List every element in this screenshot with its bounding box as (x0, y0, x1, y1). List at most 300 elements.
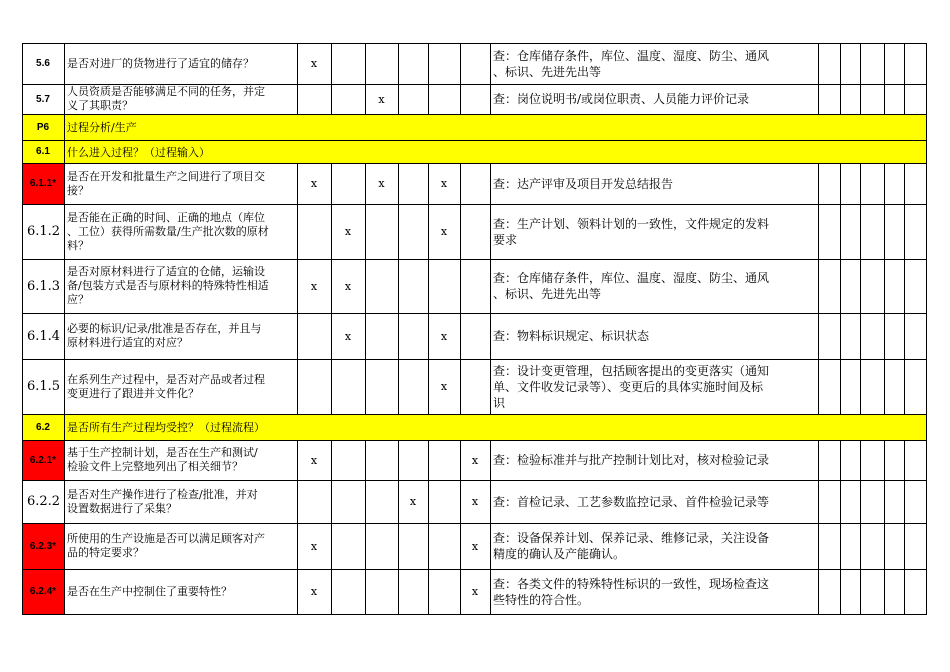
blank-cell[interactable] (818, 204, 840, 259)
grid-vline (398, 163, 399, 205)
blank-cell[interactable] (904, 204, 926, 259)
grid-hline (22, 114, 927, 115)
blank-cell[interactable] (884, 43, 904, 84)
blank-cell[interactable] (884, 359, 904, 414)
grid-vline (860, 569, 861, 615)
rating-mark-c3[interactable] (365, 43, 398, 84)
question-line: 是否在开发和批量生产之间进行了项目交 (67, 169, 265, 183)
grid-vline (860, 204, 861, 260)
blank-cell[interactable] (840, 440, 860, 480)
blank-cell[interactable] (840, 359, 860, 414)
grid-vline (840, 359, 841, 415)
grid-vline (884, 163, 885, 205)
rating-mark-c6[interactable] (460, 313, 490, 359)
blank-cell[interactable] (860, 204, 884, 259)
rating-mark-c6[interactable]: x (471, 495, 479, 508)
question-line: 必要的标识/记录/批准是否存在，并且与 (67, 322, 262, 335)
blank-cell[interactable] (860, 313, 884, 359)
rating-mark-c2[interactable] (331, 569, 365, 614)
grid-vline (884, 440, 885, 481)
note-line: 些特性的符合性。 (493, 592, 590, 607)
grid-vline (331, 359, 332, 415)
question-line: 是否在生产中控制住了重要特性？ (67, 584, 232, 598)
rating-mark-c4[interactable] (398, 84, 428, 114)
grid-vline (926, 523, 927, 570)
question-lines (67, 532, 265, 560)
blank-cell[interactable] (818, 84, 840, 114)
grid-vline (840, 163, 841, 205)
question-text (64, 43, 297, 84)
grid-vline (365, 204, 366, 260)
rating-mark-c3[interactable] (365, 480, 398, 523)
item-number: 5.7 (36, 93, 50, 105)
note-line: 查：生产计划、领料计划的一致性，文件规定的发料 (493, 216, 770, 231)
grid-vline (64, 359, 65, 415)
blank-cell[interactable] (884, 313, 904, 359)
grid-vline (840, 480, 841, 524)
item-number: 6.2.2 (27, 494, 61, 509)
grid-vline (297, 259, 298, 314)
grid-vline (64, 523, 65, 570)
check-note (490, 359, 818, 414)
blank-cell[interactable] (904, 523, 926, 569)
grid-vline (860, 84, 861, 115)
blank-cell[interactable] (884, 204, 904, 259)
rating-mark-c3[interactable] (365, 204, 398, 259)
grid-vline (64, 163, 65, 205)
rating-mark-c4[interactable] (398, 359, 428, 414)
rating-mark-c1[interactable]: x (310, 539, 318, 553)
blank-cell[interactable] (840, 204, 860, 259)
blank-cell[interactable] (884, 440, 904, 480)
rating-mark-c6[interactable]: x (471, 585, 479, 598)
rating-mark-c6[interactable] (460, 43, 490, 84)
grid-vline (331, 163, 332, 205)
note-line: 查：岗位说明书/或岗位职责、人员能力评价记录 (493, 92, 750, 106)
grid-vline (860, 259, 861, 314)
blank-cell[interactable] (818, 359, 840, 414)
blank-cell[interactable] (860, 259, 884, 313)
grid-vline (490, 163, 491, 205)
blank-cell[interactable] (818, 480, 840, 523)
grid-vline (331, 259, 332, 314)
note-lines (493, 48, 769, 80)
rating-mark-c4[interactable] (398, 569, 428, 614)
grid-vline (428, 359, 429, 415)
question-text (64, 163, 297, 204)
rating-mark-c1[interactable]: x (310, 585, 318, 598)
rating-mark-c1[interactable] (297, 313, 331, 359)
grid-vline (331, 43, 332, 85)
grid-vline (860, 523, 861, 570)
blank-cell[interactable] (904, 313, 926, 359)
rating-mark-c4[interactable] (398, 440, 428, 480)
grid-vline (884, 523, 885, 570)
rating-mark-c3[interactable]: x (378, 177, 385, 190)
grid-vline (365, 43, 366, 85)
grid-vline (365, 440, 366, 481)
grid-vline (818, 163, 819, 205)
grid-hline (22, 259, 927, 260)
rating-mark-c6[interactable] (460, 359, 490, 414)
grid-vline (860, 163, 861, 205)
grid-vline (904, 259, 905, 314)
grid-vline (818, 569, 819, 615)
grid-vline (297, 523, 298, 570)
item-number: 6.1.3 (27, 278, 61, 294)
rating-mark-c2[interactable] (331, 480, 365, 523)
grid-vline (490, 523, 491, 570)
note-lines (493, 452, 769, 468)
grid-hline (22, 523, 927, 524)
grid-vline (297, 569, 298, 615)
grid-vline (64, 569, 65, 615)
blank-cell[interactable] (840, 480, 860, 523)
blank-cell[interactable] (904, 259, 926, 313)
grid-vline (331, 440, 332, 481)
grid-vline (926, 414, 927, 441)
rating-mark-c2[interactable]: x (344, 329, 352, 343)
rating-mark-c4[interactable] (398, 313, 428, 359)
rating-mark-c5[interactable] (428, 480, 460, 523)
blank-cell[interactable] (884, 480, 904, 523)
rating-mark-c3[interactable] (365, 523, 398, 569)
rating-mark-c6[interactable]: x (471, 453, 479, 467)
rating-mark-c4[interactable] (398, 523, 428, 569)
note-line: 、标识、先进先出等 (493, 287, 602, 301)
grid-vline (365, 523, 366, 570)
grid-vline (490, 440, 491, 481)
rating-mark-c4[interactable] (398, 204, 428, 259)
note-lines (493, 494, 769, 510)
grid-vline (840, 440, 841, 481)
grid-vline (331, 204, 332, 260)
rating-mark-c3[interactable] (365, 313, 398, 359)
rating-mark-c6[interactable]: x (471, 539, 479, 553)
grid-vline (460, 523, 461, 570)
question-line: 检验文件上完整地列出了相关细节？ (67, 460, 243, 473)
blank-cell[interactable] (884, 523, 904, 569)
note-line: 查：达产评审及项目开发总结报告 (493, 176, 674, 191)
rating-mark-c4[interactable]: x (409, 495, 417, 508)
grid-vline (860, 359, 861, 415)
grid-vline (365, 480, 366, 524)
grid-vline (297, 84, 298, 115)
rating-mark-c6[interactable] (460, 204, 490, 259)
grid-vline (926, 359, 927, 415)
blank-cell[interactable] (904, 43, 926, 84)
grid-vline (840, 204, 841, 260)
question-line: 人员资质是否能够满足不同的任务，并定 (67, 85, 265, 98)
blank-cell[interactable] (904, 440, 926, 480)
blank-cell[interactable] (840, 569, 860, 614)
rating-mark-c1[interactable]: x (310, 453, 318, 467)
blank-cell[interactable] (884, 84, 904, 114)
note-line: 精度的确认及产能确认。 (493, 547, 626, 561)
grid-vline (428, 163, 429, 205)
rating-mark-c4[interactable] (398, 259, 428, 313)
rating-mark-c2[interactable] (331, 163, 365, 204)
rating-mark-c5[interactable] (428, 440, 460, 480)
grid-vline (64, 440, 65, 481)
question-line: 基于生产控制计划，是否在生产和测试/ (67, 446, 258, 459)
grid-vline (428, 569, 429, 615)
grid-vline (22, 569, 23, 615)
grid-vline (460, 84, 461, 115)
blank-cell[interactable] (818, 43, 840, 84)
blank-cell[interactable] (818, 569, 840, 614)
grid-vline (884, 313, 885, 360)
grid-vline (884, 43, 885, 85)
check-note (490, 313, 818, 359)
question-line: 是否对进厂的货物进行了适宜的储存？ (67, 56, 254, 70)
rating-mark-c5[interactable]: x (440, 329, 448, 343)
item-number: 6.2.4* (22, 569, 64, 614)
grid-vline (884, 204, 885, 260)
grid-vline (428, 480, 429, 524)
grid-vline (22, 43, 23, 85)
rating-mark-c1[interactable] (297, 84, 331, 114)
grid-vline (460, 313, 461, 360)
blank-cell[interactable] (860, 440, 884, 480)
check-note (490, 204, 818, 259)
question-lines (67, 373, 265, 401)
grid-vline (365, 569, 366, 615)
blank-cell[interactable] (840, 523, 860, 569)
grid-vline (331, 523, 332, 570)
rating-mark-c3[interactable] (365, 359, 398, 414)
rating-mark-c5[interactable] (428, 523, 460, 569)
blank-cell[interactable] (860, 359, 884, 414)
rating-mark-c5[interactable] (428, 259, 460, 313)
grid-vline (460, 204, 461, 260)
grid-vline (884, 480, 885, 524)
grid-vline (926, 84, 927, 115)
grid-vline (428, 43, 429, 85)
grid-vline (818, 523, 819, 570)
grid-vline (926, 114, 927, 141)
grid-vline (398, 43, 399, 85)
note-lines (493, 363, 769, 411)
rating-mark-c6[interactable] (460, 163, 490, 204)
note-line: 查：设计变更管理，包括顾客提出的变更落实（通知 (493, 363, 770, 378)
blank-cell[interactable] (904, 480, 926, 523)
rating-mark-c6[interactable] (460, 259, 490, 313)
blank-cell[interactable] (860, 163, 884, 204)
question-lines (67, 211, 269, 253)
grid-vline (22, 114, 23, 141)
grid-vline (22, 84, 23, 115)
grid-vline (926, 440, 927, 481)
grid-vline (926, 204, 927, 260)
grid-vline (904, 313, 905, 360)
blank-cell[interactable] (860, 480, 884, 523)
note-line: 查：各类文件的特殊特性标识的一致性，现场检查这 (493, 576, 770, 591)
grid-vline (398, 204, 399, 260)
grid-vline (331, 313, 332, 360)
note-line: 要求 (493, 232, 518, 247)
grid-vline (22, 359, 23, 415)
rating-mark-c4[interactable] (398, 163, 428, 204)
grid-vline (818, 43, 819, 85)
blank-cell[interactable] (860, 43, 884, 84)
rating-mark-c3[interactable] (365, 440, 398, 480)
grid-vline (331, 569, 332, 615)
grid-vline (460, 43, 461, 85)
blank-cell[interactable] (818, 523, 840, 569)
check-note (490, 523, 818, 569)
blank-cell[interactable] (818, 440, 840, 480)
grid-vline (904, 440, 905, 481)
rating-mark-c5[interactable]: x (440, 177, 448, 190)
grid-vline (22, 313, 23, 360)
blank-cell[interactable] (840, 84, 860, 114)
rating-mark-c3[interactable] (365, 569, 398, 614)
rating-mark-c5[interactable]: x (440, 225, 448, 238)
rating-mark-c3[interactable]: x (378, 92, 385, 106)
question-line: 原材料进行适宜的对应？ (67, 336, 188, 349)
blank-cell[interactable] (840, 313, 860, 359)
grid-vline (884, 84, 885, 115)
rating-mark-c3[interactable] (365, 259, 398, 313)
grid-vline (490, 569, 491, 615)
grid-vline (884, 569, 885, 615)
question-line: 是否对原材料进行了适宜的仓储，运输设 (67, 265, 265, 278)
rating-mark-c6[interactable] (460, 84, 490, 114)
rating-mark-c2[interactable] (331, 84, 365, 114)
grid-vline (297, 359, 298, 415)
rating-mark-c2[interactable] (331, 440, 365, 480)
grid-hline (22, 204, 927, 205)
grid-vline (22, 523, 23, 570)
grid-vline (460, 480, 461, 524)
check-note (490, 84, 818, 114)
grid-hline (22, 414, 927, 415)
grid-vline (840, 569, 841, 615)
section-number: 6.1 (22, 140, 64, 163)
check-note (490, 43, 818, 84)
rating-mark-c1[interactable]: x (310, 279, 318, 293)
grid-vline (428, 84, 429, 115)
rating-mark-c5[interactable] (428, 84, 460, 114)
note-lines (493, 176, 673, 192)
rating-mark-c2[interactable] (331, 43, 365, 84)
rating-mark-c1[interactable] (297, 204, 331, 259)
grid-vline (428, 523, 429, 570)
grid-vline (297, 440, 298, 481)
grid-vline (64, 313, 65, 360)
blank-cell[interactable] (904, 359, 926, 414)
grid-vline (840, 313, 841, 360)
rating-mark-c1[interactable] (297, 480, 331, 523)
item-number: 6.1.1* (22, 163, 64, 204)
note-line: 查：仓库储存条件，库位、温度、湿度、防尘、通风 (493, 48, 770, 63)
grid-vline (64, 414, 65, 441)
grid-vline (398, 480, 399, 524)
rating-mark-c2[interactable] (331, 523, 365, 569)
grid-vline (860, 440, 861, 481)
grid-vline (365, 84, 366, 115)
question-text (64, 440, 297, 480)
grid-vline (884, 359, 885, 415)
grid-vline (818, 480, 819, 524)
rating-mark-c2[interactable]: x (344, 279, 352, 293)
blank-cell[interactable] (860, 569, 884, 614)
rating-mark-c4[interactable] (398, 43, 428, 84)
grid-vline (818, 440, 819, 481)
grid-vline (22, 440, 23, 481)
rating-mark-c1[interactable] (297, 359, 331, 414)
blank-cell[interactable] (884, 569, 904, 614)
question-text (64, 259, 297, 313)
rating-mark-c2[interactable]: x (344, 225, 352, 238)
blank-cell[interactable] (904, 84, 926, 114)
grid-vline (22, 204, 23, 260)
blank-cell[interactable] (840, 43, 860, 84)
grid-vline (460, 359, 461, 415)
grid-vline (490, 204, 491, 260)
blank-cell[interactable] (904, 569, 926, 614)
grid-vline (926, 569, 927, 615)
grid-vline (460, 569, 461, 615)
note-lines (493, 91, 749, 107)
question-line: 、工位）获得所需数量/生产批次数的原材 (67, 224, 269, 238)
blank-cell[interactable] (860, 84, 884, 114)
blank-cell[interactable] (818, 259, 840, 313)
question-text (64, 313, 297, 359)
grid-vline (365, 163, 366, 205)
grid-vline (904, 43, 905, 85)
blank-cell[interactable] (884, 259, 904, 313)
blank-cell[interactable] (884, 163, 904, 204)
blank-cell[interactable] (840, 259, 860, 313)
note-line: 查：首检记录、工艺参数监控记录、首件检验记录等 (493, 494, 770, 509)
grid-vline (860, 313, 861, 360)
grid-hline (22, 569, 927, 570)
grid-vline (398, 259, 399, 314)
rating-mark-c5[interactable] (428, 569, 460, 614)
blank-cell[interactable] (860, 523, 884, 569)
rating-mark-c2[interactable] (331, 359, 365, 414)
blank-cell[interactable] (818, 163, 840, 204)
rating-mark-c5[interactable]: x (440, 380, 448, 393)
grid-vline (904, 204, 905, 260)
blank-cell[interactable] (904, 163, 926, 204)
grid-hline (22, 43, 927, 44)
rating-mark-c1[interactable]: x (310, 57, 318, 70)
rating-mark-c1[interactable]: x (310, 177, 318, 190)
grid-vline (297, 43, 298, 85)
section-title: 是否所有生产过程均受控？（过程流程） (64, 414, 926, 440)
section-title: 过程分析/生产 (64, 114, 926, 140)
rating-mark-c5[interactable] (428, 43, 460, 84)
grid-vline (904, 84, 905, 115)
grid-vline (490, 43, 491, 85)
grid-vline (398, 523, 399, 570)
grid-vline (22, 163, 23, 205)
item-number: 6.1.2 (27, 224, 61, 239)
grid-vline (818, 313, 819, 360)
grid-vline (904, 569, 905, 615)
blank-cell[interactable] (818, 313, 840, 359)
grid-hline (22, 84, 927, 85)
grid-vline (398, 359, 399, 415)
grid-vline (365, 359, 366, 415)
grid-vline (398, 313, 399, 360)
note-lines (493, 530, 769, 562)
note-lines (493, 270, 769, 302)
blank-cell[interactable] (840, 163, 860, 204)
